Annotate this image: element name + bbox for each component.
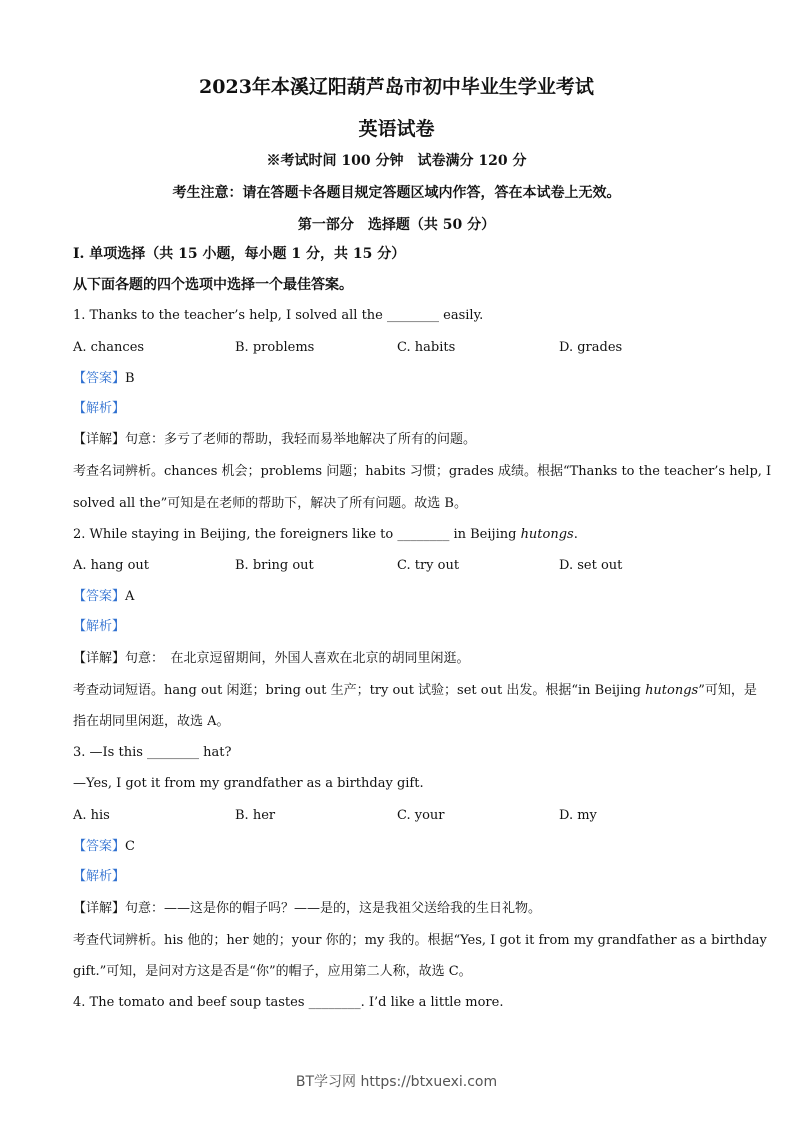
explain-italic: hutongs bbox=[645, 683, 699, 698]
question-3-detail bbox=[73, 900, 723, 918]
question-1-analysis-tag: 【解析】 bbox=[73, 401, 126, 416]
question-1-detail bbox=[73, 431, 723, 449]
question-1-explain-line-1: 考查名词辨析。chances 机会；problems 问题；habits 习惯；grades 成绩。根据“Thanks to the teacher’s help, I bbox=[73, 464, 772, 479]
answer-value: B bbox=[125, 371, 135, 386]
option-b: B. bring out bbox=[235, 558, 314, 573]
answer-value: A bbox=[125, 589, 135, 604]
section-instruction: 从下面各题的四个选项中选择一个最佳答案。 bbox=[73, 277, 353, 293]
question-3-answer bbox=[73, 838, 723, 856]
time-info: ※考试时间 100 分钟 试卷满分 120 分 bbox=[266, 153, 527, 169]
question-3-explain-line-1: 考查代词辨析。his 他的；her 她的；your 你的；my 我的。根据“Yes, I got it from my grandfather as a birthday bbox=[73, 933, 767, 948]
option-c: C. habits bbox=[397, 340, 456, 355]
question-1-stem: 1. Thanks to the teacher’s help, I solved all the ________ easily. bbox=[73, 308, 484, 323]
question-1-answer bbox=[73, 370, 723, 388]
stem-italic: hutongs bbox=[520, 527, 574, 542]
detail-tag: 【详解】 bbox=[73, 651, 126, 666]
detail-text: 句意：多亏了老师的帮助，我轻而易举地解决了所有的问题。 bbox=[125, 432, 477, 447]
question-2-options bbox=[73, 557, 723, 575]
site-footer: BT学习网 https://btxuexi.com bbox=[295, 1074, 498, 1090]
part-heading: 第一部分 选择题（共 50 分） bbox=[297, 217, 496, 233]
question-2-analysis-tag: 【解析】 bbox=[73, 619, 126, 634]
question-1-explain-line-2: solved all the”可知是在老师的帮助下，解决了所有问题。故选 B。 bbox=[73, 496, 467, 511]
explain-text: 考查动词短语。hang out 闲逛；bring out 生产；try out 试验；set out 出发。根据“in Beijing bbox=[73, 683, 646, 698]
detail-tag: 【详解】 bbox=[73, 432, 126, 447]
question-2-detail bbox=[73, 650, 723, 668]
option-c: C. try out bbox=[397, 558, 460, 573]
question-4-stem: 4. The tomato and beef soup tastes ________. I’d like a little more. bbox=[73, 995, 504, 1010]
question-2-answer bbox=[73, 588, 723, 606]
option-d: D. grades bbox=[559, 340, 623, 355]
exam-title: 2023年本溪辽阳葫芦岛市初中毕业生学业考试 bbox=[199, 76, 594, 98]
option-b: B. her bbox=[235, 808, 276, 823]
question-3-options bbox=[73, 807, 723, 825]
option-a: A. hang out bbox=[73, 558, 150, 573]
question-2-explain-line-1 bbox=[73, 682, 757, 700]
option-a: A. his bbox=[73, 808, 110, 823]
answer-tag: 【答案】 bbox=[73, 589, 126, 604]
option-b: B. problems bbox=[235, 340, 315, 355]
question-2-stem bbox=[73, 526, 723, 544]
stem-text: 2. While staying in Beijing, the foreigners like to ________ in Beijing bbox=[73, 527, 521, 542]
question-2-explain-line-2: 指在胡同里闲逛，故选 A。 bbox=[73, 714, 230, 729]
question-1-options bbox=[73, 339, 723, 357]
option-c: C. your bbox=[397, 808, 445, 823]
detail-text: 句意：——这是你的帽子吗？——是的，这是我祖父送给我的生日礼物。 bbox=[125, 901, 542, 916]
answer-tag: 【答案】 bbox=[73, 839, 126, 854]
question-3-analysis-tag: 【解析】 bbox=[73, 869, 126, 884]
option-d: D. my bbox=[559, 808, 597, 823]
question-3-stem: 3. —Is this ________ hat? bbox=[73, 745, 232, 760]
option-d: D. set out bbox=[559, 558, 623, 573]
option-a: A. chances bbox=[73, 340, 145, 355]
subject-title: 英语试卷 bbox=[358, 118, 435, 140]
answer-tag: 【答案】 bbox=[73, 371, 126, 386]
section-heading: Ⅰ. 单项选择（共 15 小题，每小题 1 分，共 15 分） bbox=[73, 246, 406, 262]
answer-value: C bbox=[125, 839, 135, 854]
candidate-notice: 考生注意：请在答题卡各题目规定答题区域内作答，答在本试卷上无效。 bbox=[172, 185, 621, 201]
explain-end: ”可知，是 bbox=[698, 683, 757, 698]
question-3-explain-line-2: gift.”可知，是问对方这是否是“你”的帽子，应用第二人称，故选 C。 bbox=[73, 964, 472, 979]
detail-tag: 【详解】 bbox=[73, 901, 126, 916]
question-3-stem-reply: —Yes, I got it from my grandfather as a birthday gift. bbox=[73, 776, 424, 791]
detail-text: 句意： 在北京逗留期间，外国人喜欢在北京的胡同里闲逛。 bbox=[125, 651, 470, 666]
stem-end: . bbox=[573, 527, 578, 542]
